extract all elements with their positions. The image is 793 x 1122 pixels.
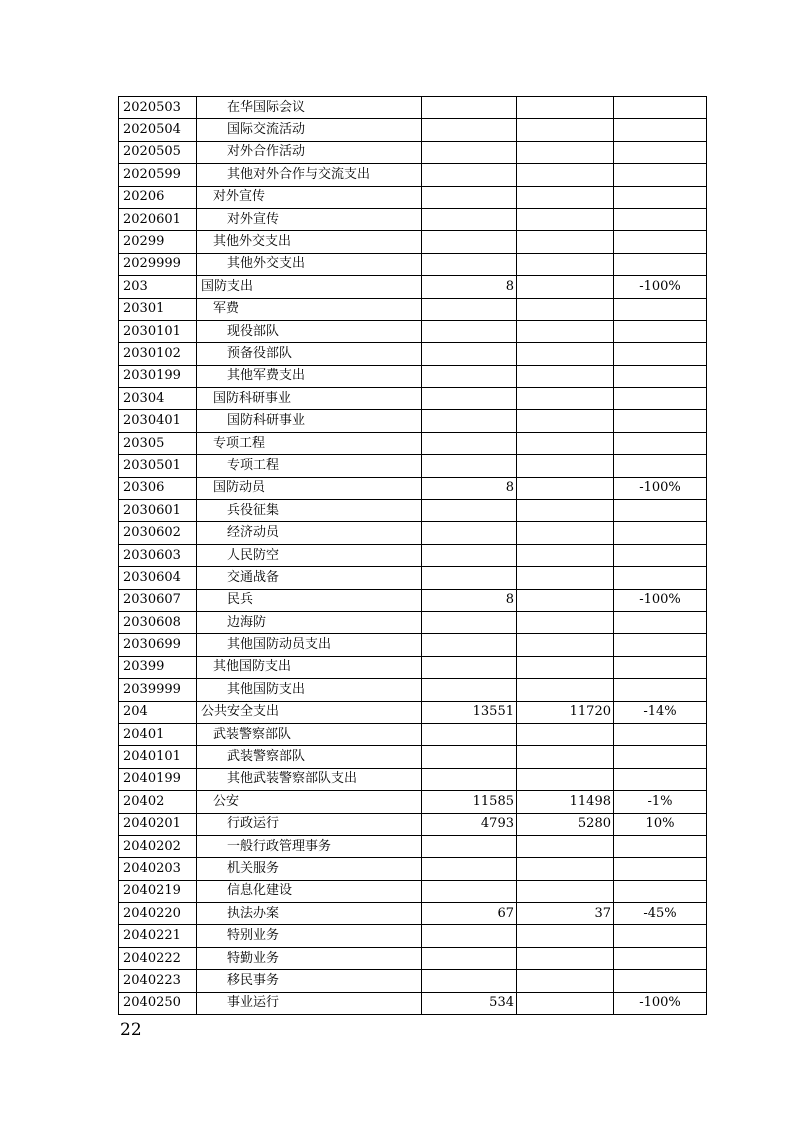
table-row: [119, 947, 707, 969]
value-2-cell: [517, 768, 614, 790]
subject-name-cell: 国防科研事业: [197, 410, 422, 432]
table-row: [119, 813, 707, 835]
page-number: 22: [120, 1020, 142, 1040]
change-percent-cell: [614, 947, 707, 969]
value-1-cell: [422, 947, 517, 969]
subject-code-cell: 2040250: [119, 992, 197, 1014]
table-row: [119, 925, 707, 947]
subject-name-cell: 专项工程: [197, 432, 422, 454]
value-1-cell: [422, 231, 517, 253]
subject-name-cell: 在华国际会议: [197, 97, 422, 119]
value-2-cell: [517, 835, 614, 857]
subject-code-cell: 2030102: [119, 343, 197, 365]
subject-code-cell: 2039999: [119, 679, 197, 701]
budget-table: [118, 96, 707, 1015]
subject-code-cell: 2040219: [119, 880, 197, 902]
table-row: [119, 679, 707, 701]
subject-name-cell: 专项工程: [197, 455, 422, 477]
change-percent-cell: [614, 97, 707, 119]
value-1-cell: 11585: [422, 791, 517, 813]
subject-code-cell: 2020601: [119, 208, 197, 230]
subject-code-cell: 2030401: [119, 410, 197, 432]
subject-name-cell: 对外宣传: [197, 186, 422, 208]
value-1-cell: 13551: [422, 701, 517, 723]
value-1-cell: [422, 320, 517, 342]
change-percent-cell: [614, 611, 707, 633]
change-percent-cell: [614, 544, 707, 566]
subject-code-cell: 20206: [119, 186, 197, 208]
value-1-cell: [422, 746, 517, 768]
subject-name-cell: 移民事务: [197, 970, 422, 992]
subject-code-cell: 2020503: [119, 97, 197, 119]
change-percent-cell: [614, 410, 707, 432]
value-1-cell: [422, 835, 517, 857]
subject-name-cell: 其他国防支出: [197, 679, 422, 701]
table-row: [119, 858, 707, 880]
subject-name-cell: 其他武装警察部队支出: [197, 768, 422, 790]
table-row: [119, 634, 707, 656]
table-row: [119, 186, 707, 208]
value-2-cell: [517, 343, 614, 365]
value-2-cell: [517, 634, 614, 656]
value-1-cell: [422, 253, 517, 275]
subject-code-cell: 2040203: [119, 858, 197, 880]
value-1-cell: [422, 723, 517, 745]
subject-name-cell: 国防科研事业: [197, 388, 422, 410]
table-row: [119, 343, 707, 365]
subject-code-cell: 2030101: [119, 320, 197, 342]
value-2-cell: [517, 679, 614, 701]
change-percent-cell: [614, 455, 707, 477]
value-2-cell: [517, 298, 614, 320]
subject-code-cell: 2030607: [119, 589, 197, 611]
value-1-cell: [422, 141, 517, 163]
value-1-cell: [422, 455, 517, 477]
value-1-cell: [422, 634, 517, 656]
value-2-cell: 11720: [517, 701, 614, 723]
value-2-cell: [517, 611, 614, 633]
table-row: [119, 746, 707, 768]
subject-code-cell: 20402: [119, 791, 197, 813]
subject-name-cell: 人民防空: [197, 544, 422, 566]
subject-code-cell: 20399: [119, 656, 197, 678]
table-row: [119, 723, 707, 745]
value-2-cell: [517, 656, 614, 678]
subject-name-cell: 武装警察部队: [197, 723, 422, 745]
value-2-cell: [517, 723, 614, 745]
subject-code-cell: 2030501: [119, 455, 197, 477]
value-1-cell: 4793: [422, 813, 517, 835]
value-1-cell: [422, 388, 517, 410]
value-1-cell: [422, 186, 517, 208]
subject-name-cell: 公安: [197, 791, 422, 813]
subject-name-cell: 信息化建设: [197, 880, 422, 902]
table-row: [119, 544, 707, 566]
table-row: [119, 589, 707, 611]
value-2-cell: [517, 208, 614, 230]
value-2-cell: [517, 544, 614, 566]
change-percent-cell: [614, 746, 707, 768]
subject-name-cell: 其他国防动员支出: [197, 634, 422, 656]
subject-code-cell: 2020504: [119, 119, 197, 141]
value-1-cell: [422, 679, 517, 701]
subject-name-cell: 其他外交支出: [197, 231, 422, 253]
table-row: [119, 611, 707, 633]
value-2-cell: [517, 500, 614, 522]
value-2-cell: 5280: [517, 813, 614, 835]
value-2-cell: [517, 164, 614, 186]
value-1-cell: [422, 880, 517, 902]
table-row: [119, 500, 707, 522]
value-1-cell: 8: [422, 477, 517, 499]
value-2-cell: [517, 522, 614, 544]
subject-code-cell: 2020599: [119, 164, 197, 186]
subject-name-cell: 民兵: [197, 589, 422, 611]
value-1-cell: [422, 119, 517, 141]
subject-name-cell: 特勤业务: [197, 947, 422, 969]
subject-code-cell: 203: [119, 276, 197, 298]
subject-code-cell: 2030699: [119, 634, 197, 656]
subject-name-cell: 其他军费支出: [197, 365, 422, 387]
value-2-cell: [517, 858, 614, 880]
value-2-cell: [517, 992, 614, 1014]
change-percent-cell: [614, 208, 707, 230]
value-1-cell: [422, 97, 517, 119]
table-row: [119, 701, 707, 723]
change-percent-cell: [614, 723, 707, 745]
value-2-cell: [517, 477, 614, 499]
value-2-cell: [517, 947, 614, 969]
table-row: [119, 253, 707, 275]
subject-name-cell: 武装警察部队: [197, 746, 422, 768]
change-percent-cell: [614, 634, 707, 656]
subject-code-cell: 204: [119, 701, 197, 723]
value-2-cell: [517, 186, 614, 208]
subject-code-cell: 2030601: [119, 500, 197, 522]
change-percent-cell: [614, 320, 707, 342]
value-2-cell: [517, 455, 614, 477]
change-percent-cell: [614, 343, 707, 365]
change-percent-cell: [614, 388, 707, 410]
value-2-cell: [517, 567, 614, 589]
change-percent-cell: [614, 970, 707, 992]
change-percent-cell: [614, 835, 707, 857]
table-row: [119, 432, 707, 454]
subject-code-cell: 20299: [119, 231, 197, 253]
value-2-cell: [517, 365, 614, 387]
value-1-cell: [422, 611, 517, 633]
subject-code-cell: 20306: [119, 477, 197, 499]
change-percent-cell: [614, 858, 707, 880]
subject-code-cell: 2030608: [119, 611, 197, 633]
table-row: [119, 388, 707, 410]
value-2-cell: [517, 253, 614, 275]
table-row: [119, 164, 707, 186]
change-percent-cell: [614, 679, 707, 701]
value-2-cell: [517, 589, 614, 611]
subject-name-cell: 现役部队: [197, 320, 422, 342]
subject-name-cell: 预备役部队: [197, 343, 422, 365]
value-2-cell: [517, 746, 614, 768]
subject-code-cell: 20305: [119, 432, 197, 454]
table-row: [119, 880, 707, 902]
subject-code-cell: 2030603: [119, 544, 197, 566]
value-1-cell: [422, 544, 517, 566]
value-1-cell: [422, 656, 517, 678]
subject-code-cell: 2029999: [119, 253, 197, 275]
subject-name-cell: 对外合作活动: [197, 141, 422, 163]
value-1-cell: [422, 970, 517, 992]
table-row: [119, 208, 707, 230]
table-row: [119, 835, 707, 857]
subject-name-cell: 特别业务: [197, 925, 422, 947]
value-2-cell: [517, 97, 614, 119]
change-percent-cell: [614, 365, 707, 387]
change-percent-cell: 10%: [614, 813, 707, 835]
change-percent-cell: -100%: [614, 477, 707, 499]
value-1-cell: [422, 365, 517, 387]
subject-name-cell: 兵役征集: [197, 500, 422, 522]
subject-name-cell: 其他对外合作与交流支出: [197, 164, 422, 186]
value-1-cell: [422, 858, 517, 880]
subject-name-cell: 其他国防支出: [197, 656, 422, 678]
subject-code-cell: 2030199: [119, 365, 197, 387]
subject-code-cell: 20301: [119, 298, 197, 320]
subject-name-cell: 国防支出: [197, 276, 422, 298]
table-row: [119, 298, 707, 320]
table-row: [119, 119, 707, 141]
subject-code-cell: 2040201: [119, 813, 197, 835]
change-percent-cell: -14%: [614, 701, 707, 723]
change-percent-cell: -100%: [614, 992, 707, 1014]
value-1-cell: [422, 768, 517, 790]
value-1-cell: 534: [422, 992, 517, 1014]
value-2-cell: [517, 925, 614, 947]
change-percent-cell: [614, 164, 707, 186]
subject-code-cell: 2040101: [119, 746, 197, 768]
subject-code-cell: 20304: [119, 388, 197, 410]
change-percent-cell: [614, 768, 707, 790]
value-1-cell: [422, 208, 517, 230]
subject-name-cell: 公共安全支出: [197, 701, 422, 723]
subject-name-cell: 一般行政管理事务: [197, 835, 422, 857]
table-row: [119, 320, 707, 342]
value-2-cell: [517, 231, 614, 253]
value-1-cell: [422, 500, 517, 522]
subject-name-cell: 机关服务: [197, 858, 422, 880]
value-1-cell: 8: [422, 276, 517, 298]
table-row: [119, 97, 707, 119]
change-percent-cell: [614, 656, 707, 678]
subject-code-cell: 2040199: [119, 768, 197, 790]
subject-code-cell: 2040223: [119, 970, 197, 992]
value-1-cell: 67: [422, 903, 517, 925]
subject-name-cell: 对外宣传: [197, 208, 422, 230]
value-2-cell: [517, 432, 614, 454]
value-1-cell: [422, 298, 517, 320]
change-percent-cell: [614, 298, 707, 320]
subject-name-cell: 国防动员: [197, 477, 422, 499]
subject-name-cell: 边海防: [197, 611, 422, 633]
value-1-cell: [422, 164, 517, 186]
value-2-cell: 11498: [517, 791, 614, 813]
table-row: [119, 410, 707, 432]
table-row: [119, 365, 707, 387]
subject-code-cell: 2040222: [119, 947, 197, 969]
change-percent-cell: [614, 186, 707, 208]
subject-name-cell: 其他外交支出: [197, 253, 422, 275]
change-percent-cell: [614, 522, 707, 544]
subject-code-cell: 20401: [119, 723, 197, 745]
change-percent-cell: [614, 253, 707, 275]
change-percent-cell: [614, 567, 707, 589]
change-percent-cell: [614, 880, 707, 902]
subject-name-cell: 行政运行: [197, 813, 422, 835]
table-row: [119, 791, 707, 813]
table-row: [119, 522, 707, 544]
subject-code-cell: 2040221: [119, 925, 197, 947]
table-row: [119, 656, 707, 678]
subject-name-cell: 经济动员: [197, 522, 422, 544]
value-2-cell: [517, 141, 614, 163]
subject-name-cell: 交通战备: [197, 567, 422, 589]
subject-code-cell: 2040202: [119, 835, 197, 857]
change-percent-cell: [614, 500, 707, 522]
value-1-cell: [422, 343, 517, 365]
budget-table-body: [119, 97, 707, 1015]
value-2-cell: [517, 320, 614, 342]
change-percent-cell: -1%: [614, 791, 707, 813]
value-2-cell: [517, 410, 614, 432]
table-row: [119, 455, 707, 477]
value-1-cell: [422, 432, 517, 454]
table-row: [119, 567, 707, 589]
change-percent-cell: [614, 925, 707, 947]
value-1-cell: 8: [422, 589, 517, 611]
subject-name-cell: 事业运行: [197, 992, 422, 1014]
subject-code-cell: 2040220: [119, 903, 197, 925]
value-2-cell: [517, 880, 614, 902]
table-row: [119, 970, 707, 992]
table-row: [119, 231, 707, 253]
change-percent-cell: [614, 141, 707, 163]
subject-name-cell: 军费: [197, 298, 422, 320]
table-row: [119, 768, 707, 790]
subject-name-cell: 国际交流活动: [197, 119, 422, 141]
table-row: [119, 477, 707, 499]
value-2-cell: [517, 119, 614, 141]
subject-code-cell: 2030602: [119, 522, 197, 544]
change-percent-cell: [614, 432, 707, 454]
value-2-cell: [517, 970, 614, 992]
subject-code-cell: 2020505: [119, 141, 197, 163]
change-percent-cell: -100%: [614, 276, 707, 298]
subject-name-cell: 执法办案: [197, 903, 422, 925]
change-percent-cell: [614, 231, 707, 253]
table-row: [119, 141, 707, 163]
value-2-cell: 37: [517, 903, 614, 925]
change-percent-cell: -100%: [614, 589, 707, 611]
value-2-cell: [517, 388, 614, 410]
change-percent-cell: -45%: [614, 903, 707, 925]
value-1-cell: [422, 567, 517, 589]
subject-code-cell: 2030604: [119, 567, 197, 589]
table-row: [119, 276, 707, 298]
value-1-cell: [422, 410, 517, 432]
table-row: [119, 992, 707, 1014]
value-2-cell: [517, 276, 614, 298]
change-percent-cell: [614, 119, 707, 141]
value-1-cell: [422, 925, 517, 947]
table-row: [119, 903, 707, 925]
value-1-cell: [422, 522, 517, 544]
